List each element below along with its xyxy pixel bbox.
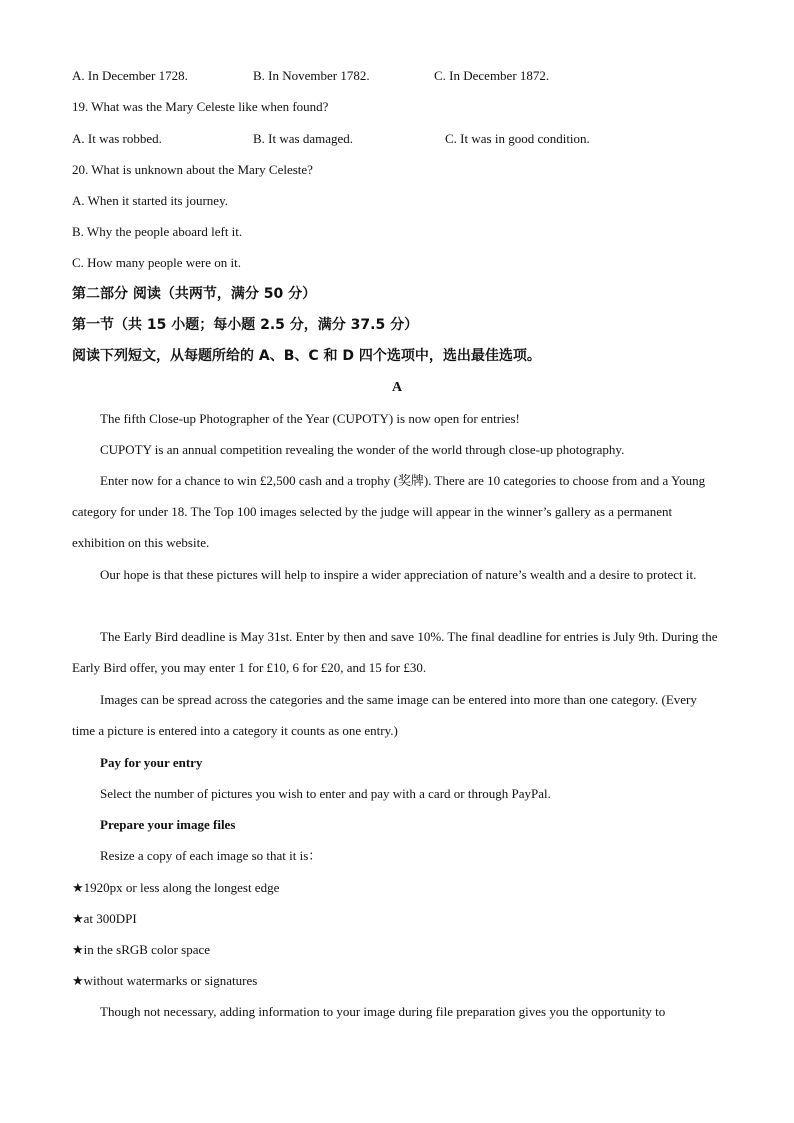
q19-option-b: B. It was damaged. xyxy=(253,131,354,146)
q19-option-c: C. It was in good condition. xyxy=(445,131,590,146)
bullet-item: ★at 300DPI xyxy=(72,911,137,926)
passage-label: A xyxy=(391,380,403,395)
q20-question: 20. What is unknown about the Mary Celeste? xyxy=(72,162,313,177)
passage-paragraph-6: Images can be spread across the categories and the same image can be entered into more than one category. (Every time a picture is entered into a category it counts as one entry.) xyxy=(72,692,697,738)
q18-option-a: A. In December 1728. xyxy=(72,68,188,83)
q18-option-b: B. In November 1782. xyxy=(253,68,370,83)
q19-option-a: A. It was robbed. xyxy=(72,131,162,146)
passage-paragraph-8: Resize a copy of each image so that it is： xyxy=(100,848,322,863)
passage-paragraph-9: Though not necessary, adding information to your image during file preparation gives you the opportunity to xyxy=(100,1004,666,1019)
passage-paragraph-3: Enter now for a chance to win £2,500 cash and a trophy (奖牌). There are 10 categories to choose from and a Young category for under 18. The Top 100 images selected by the judge will appear in the winner’s gallery as a permanent exhibition on this website. xyxy=(72,473,706,550)
q19-question: 19. What was the Mary Celeste like when found? xyxy=(72,99,329,114)
bullet-item: ★in the sRGB color space xyxy=(72,942,211,957)
passage-paragraph-1: The fifth Close-up Photographer of the Year (CUPOTY) is now open for entries! xyxy=(100,411,520,426)
q20-option-a: A. When it started its journey. xyxy=(72,193,228,208)
bullet-item: ★1920px or less along the longest edge xyxy=(72,880,280,895)
q18-option-c: C. In December 1872. xyxy=(434,68,550,83)
q20-option-b: B. Why the people aboard left it. xyxy=(72,224,243,239)
passage-paragraph-7: Select the number of pictures you wish to enter and pay with a card or through PayPal. xyxy=(100,786,551,801)
section-instruction: 阅读下列短文，从每题所给的 A、B、C 和 D 四个选项中，选出最佳选项。 xyxy=(72,348,541,364)
heading-prepare-files: Prepare your image files xyxy=(100,817,236,832)
part-title: 第二部分 阅读（共两节，满分 50 分） xyxy=(72,286,317,302)
bullet-item: ★without watermarks or signatures xyxy=(72,973,258,988)
passage-paragraph-4: Our hope is that these pictures will help to inspire a wider appreciation of nature’s wealth and a desire to protect it. xyxy=(100,567,697,582)
passage-paragraph-2: CUPOTY is an annual competition revealing the wonder of the world through close-up photography. xyxy=(100,442,625,457)
section-subtitle: 第一节（共 15 小题；每小题 2.5 分，满分 37.5 分） xyxy=(72,317,419,333)
heading-pay-entry: Pay for your entry xyxy=(100,755,203,770)
passage-paragraph-5: The Early Bird deadline is May 31st. Enter by then and save 10%. The final deadline for entries is July 9th. During the Early Bird offer, you may enter 1 for £10, 6 for £20, and 15 for £30. xyxy=(72,629,718,675)
q20-option-c: C. How many people were on it. xyxy=(72,255,241,270)
